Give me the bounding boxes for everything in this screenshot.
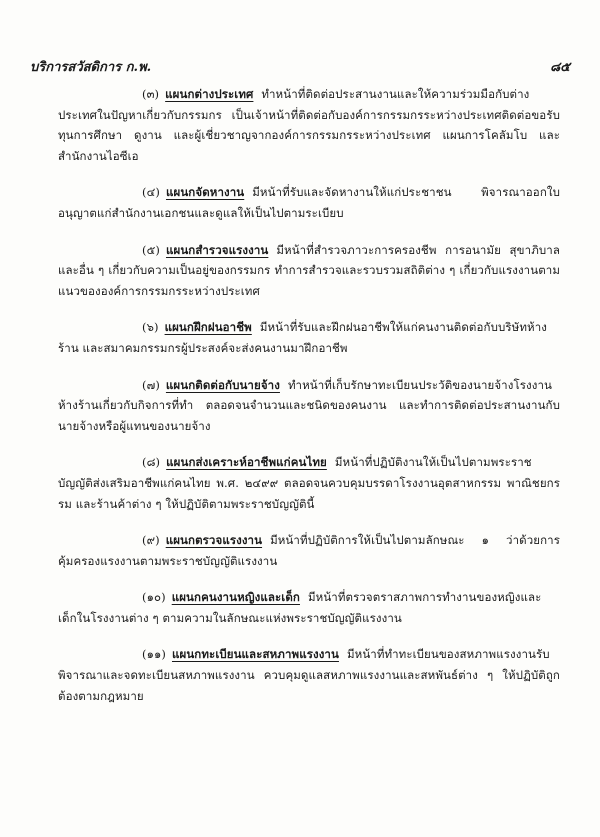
section-heading: แผนกติดต่อกับนายจ้าง bbox=[165, 377, 280, 392]
section-text: มีหน้าที่ทำทะเบียนของสหภาพแรงงานรับพิจารณาและจดทะเบียนสหภาพแรงงาน ควบคุมดูแลสหภาพแรงงานและสหพันธ์ต่าง ๆ ให้ปฏิบัติถูกต้องตามกฎหมาย bbox=[58, 647, 560, 703]
section-paragraph bbox=[58, 587, 560, 628]
section-paragraph bbox=[58, 182, 560, 223]
section-text: มีหน้าที่รับและจัดหางานให้แก่ประชาชน พิจารณาออกใบอนุญาตแก่สำนักงานเอกชนและดูแลให้เป็นไปตามระเบียบ bbox=[58, 185, 560, 220]
section-paragraph bbox=[58, 375, 560, 437]
section-heading: แผนกทะเบียนและสหภาพแรงงาน bbox=[171, 647, 339, 662]
section-paragraph bbox=[58, 452, 560, 514]
section-number: (๓) bbox=[142, 87, 160, 101]
section-text: มีหน้าที่ตรวจตราสภาพการทำงานของหญิงและเด็กในโรงงานต่าง ๆ ตามความในลักษณะแห่งพระราชบัญญัติแรงงาน bbox=[58, 590, 542, 625]
section-number: (๕) bbox=[142, 242, 160, 257]
page-number: ๘๕ bbox=[550, 60, 570, 75]
document-body bbox=[58, 84, 560, 722]
section-number: (๑๐) bbox=[142, 590, 166, 605]
section-heading: แผนกฝึกฝนอาชีพ bbox=[164, 320, 252, 335]
section-number: (๖) bbox=[142, 320, 159, 335]
section-text: ทำหน้าที่ติดต่อประสานงานและให้ความร่วมมือกับต่างประเทศในปัญหาเกี่ยวกับกรรมกร เป็นเจ้าหน้าที่ติดต่อกับองค์การกรรมกรระหว่างประเทศติดต่อขอรับทุนการศึกษา ดูงาน และผู้เชี่ยวชาญจากองค์การกรรมกรระหว่างประเทศ แผนการโคลัมโบ และสำนักงานไอซีเอ bbox=[58, 87, 560, 163]
section-number: (๔) bbox=[142, 185, 160, 200]
section-paragraph bbox=[58, 240, 560, 302]
section-heading: แผนกต่างประเทศ bbox=[165, 87, 254, 101]
section-text: ทำหน้าที่เก็บรักษาทะเบียนประวัติของนายจ้างโรงงาน ห้างร้านเกี่ยวกับกิจการที่ทำ ตลอดจนจำนวนและชนิดของคนงาน และทำการติดต่อประสานงานกับนายจ้างหรือผู้แทนของนายจ้าง bbox=[58, 377, 560, 433]
section-paragraph bbox=[58, 84, 560, 166]
section-heading: แผนกส่งเคราะห์อาชีพแก่คนไทย bbox=[166, 455, 327, 470]
section-number: (๑๑) bbox=[142, 647, 166, 662]
section-heading: แผนกคนงานหญิงและเด็ก bbox=[171, 590, 300, 605]
section-paragraph bbox=[58, 530, 560, 571]
section-paragraph bbox=[58, 644, 560, 706]
section-heading: แผนกจัดหางาน bbox=[165, 185, 245, 200]
running-title: บริการสวัสดิการ ก.พ. bbox=[30, 60, 152, 75]
section-number: (๘) bbox=[142, 455, 161, 470]
section-text: มีหน้าที่ปฏิบัติการให้เป็นไปตามลักษณะ ๑ ว่าด้วยการคุ้มครองแรงงานตามพระราชบัญญัติแรงงาน bbox=[58, 533, 560, 568]
section-text: มีหน้าที่รับและฝึกฝนอาชีพให้แก่คนงานติดต่อกับบริษัทห้างร้าน และสมาคมกรรมกรผู้ประสงค์จะส่งคนงานมาฝึกอาชีพ bbox=[58, 320, 547, 355]
section-text: มีหน้าที่สำรวจภาวะการครองชีพ การอนามัย สุขาภิบาล และอื่น ๆ เกี่ยวกับความเป็นอยู่ของกรรมกร ทำการสำรวจและรวบรวมสถิติต่าง ๆ เกี่ยวกับแรงงานตามแนวขององค์การกรรมกรระหว่างประเทศ bbox=[58, 242, 560, 298]
section-text: มีหน้าที่ปฏิบัติงานให้เป็นไปตามพระราชบัญญัติส่งเสริมอาชีพแก่คนไทย พ.ศ. ๒๔๙๙ ตลอดจนควบคุมบรรดาโรงงานอุตสาหกรรม พาณิชยกรรม และร้านค้าต่าง ๆ ให้ปฏิบัติตามพระราชบัญญัตินี้ bbox=[58, 455, 560, 511]
section-number: (๗) bbox=[142, 377, 160, 392]
section-heading: แผนกสำรวจแรงงาน bbox=[165, 242, 269, 257]
section-paragraph bbox=[58, 317, 560, 358]
section-heading: แผนกตรวจแรงงาน bbox=[165, 533, 263, 548]
section-number: (๙) bbox=[142, 533, 160, 548]
page-header bbox=[30, 56, 570, 78]
